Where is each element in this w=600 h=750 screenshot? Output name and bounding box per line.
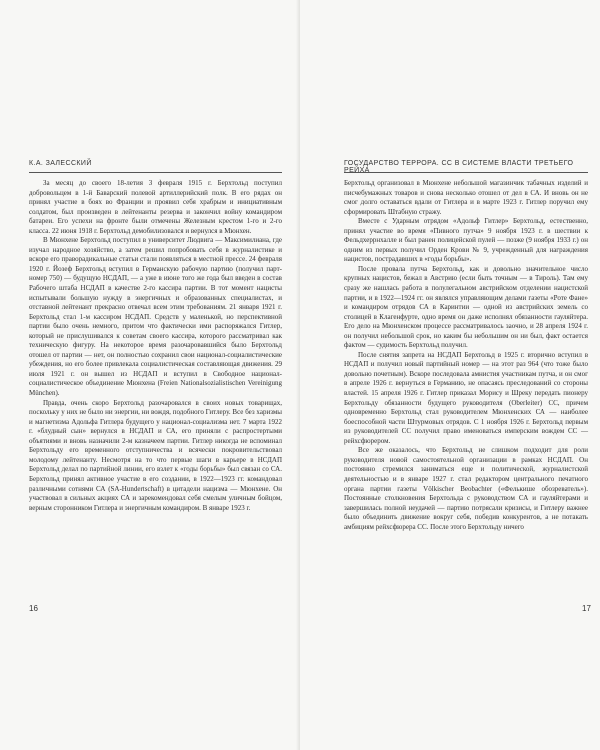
header-rule-left (29, 172, 282, 173)
running-head-left: К.А. ЗАЛЕССКИЙ (29, 160, 92, 167)
page-number-right: 17 (582, 604, 591, 613)
header-rule-right (344, 172, 588, 173)
paragraph: Все же оказалось, что Берхтольд не слишком подходит для роли руководителя новой самостоятельной организации в рамках НСДАП. Он постоянно стремился заниматься еще и политической, журналистской деятельностью и в январе 1927 г. стал редактором центрального печатного органа партии газеты Völkischer Beobachter («Фелькише обозреватель»). Постоянные столкновения Берхтольда с руководством СА и гауляйтерами и завершилась полной неудачей — партию потрясали кризисы, и Гитлеру важнее было объединить движение вокруг себя, победив конкурентов, а не потакать амбициям рейхсфюрера СС. После этого Берхтольду ничего (344, 446, 588, 531)
paragraph: После провала путча Берхтольд, как и довольно значительное число крупных нацистов, бежал в Австрию (если быть точным — в Тироль). Там ему сразу же нашлась работа в полулегальном австрийском отделении нацистской партии, и в 1922—1924 гг. он являлся управляющим делами газеты «Роте Фане» и командиром отрядов СА в Каринтии — одной из австрийских земель со столицей в Клагенфурте, одно время он даже исполнял обязанности гауляйтера. Его дело на Мюнхенском процессе рассматривалось заочно, и 28 апреля 1924 г. он получил небольшой срок, но каким бы небольшим он ни был, факт остается фактом — судимость Берхтольд получил. (344, 264, 588, 350)
paragraph: В Мюнхене Берхтольд поступил в университет Людвига — Максимилиана, где изучал народное хозяйство, а затем решил попробовать себя в журналистике и вскоре его праворадикальные статьи стали появляться в местной прессе. 24 февраля 1920 г. Йозеф Берхтольд вступил в Германскую рабочую партию (получил парт-номер 750) — будущую НСДАП, — а уже в июне того же года был введен в состав Рабочего штаба НСДАП в качестве 2-го кассира партии. В тот момент нацисты испытывали большую нужду в энергичных и образованных специалистах, и отставной лейтенант прекрасно отвечал всем этим требованиям. 21 января 1921 г. Берхтольд стал 1-м кассиром НСДАП. Средств у маленькой, но перспективной партии было очень немного, притом что фактически ими распоряжался Гитлер, который не прислушивался к советам своего кассира, которого рассматривал как техническую фигуру. На некоторое время разочаровавшийся было Берхтольд отошел от партии — нет, он полностью сохранил свои национал-социалистические убеждения, но его более привлекала социалистическая составляющая движения. 29 июля 1921 г. он вышел из НСДАП и вступил в Свободное национал-социалистическое объединение Мюнхена (Freien Nationalsozialistischen Vereinigung München). (29, 236, 282, 398)
paragraph: После снятия запрета на НСДАП Берхтольд в 1925 г. вторично вступил в НСДАП и получил новый партийный номер — на этот раз 964 (что тоже было довольно почетным). Вскоре последовала амнистия участникам путча, и он смог в апреле 1926 г. вернуться в Германию, не опасаясь преследований со стороны властей. 15 апреля 1926 г. Гитлер приказал Морису и Шреку передать пионеру Берхтольду обязанности будущего руководителя (Oberleiter) СС, причем одновременно Берхтольд стал руководителем Мюнхенских СА — наиболее боеспособной части Штурмовых отрядов. С 1 ноября 1926 г. Берхтольд первым из руководителей СС получил право именоваться имперским вождем СС — рейхсфюрером. (344, 350, 588, 445)
paragraph: Вместе с Ударным отрядом «Адольф Гитлер» Берхтольд, естественно, принял участие во время «Пивного путча» 9 ноября 1923 г. в шествии к Фельдхеррнхалле и был ранен полицейской пулей — позже (9 ноября 1933 г.) он одним из первых получил Орден Крови № 9, учрежденный для награждения нацистов, пострадавших в «годы борьбы». (344, 217, 588, 264)
paragraph: За месяц до своего 18-летия 3 февраля 1915 г. Берхтольд поступил добровольцем в 1-й Баварский полевой артиллерийский полк. В его рядах он принял участие в боях во Франции и проявил себя храбрым и инициативным солдатом, был произведен в лейтенанты резерва и закончил войну командиром батареи. Его успехи на фронте были отмечены Железным крестом 1-го и 2-го класса. 22 июня 1918 г. Берхтольд демобилизовался и вернулся в Мюнхен. (29, 179, 282, 235)
right-page (300, 0, 600, 750)
paragraph: Правда, очень скоро Берхтольд разочаровался в своих новых товарищах, поскольку у них не было ни энергии, ни вождя, подобного Гитлеру. Все без харизмы и магнетизма Адольфа Гитлера будущего у национал-социализма нет. 7 марта 1922 г. «блудный сын» вернулся в НСДАП и СА, его приняли с распростертыми объятиями и вновь назначили 2-м казначеем партии. Гитлер никогда не вспоминал Берхтольду его временного отступничества и всячески покровительствовал молодому лейтенанту. Несмотря на то что первые шаги в карьере в НСДАП Берхтольд делал по партийной линии, его взлет к «годы борьбы» был связан со СА. Берхтольд принял активное участие в его создании, в 1922—1923 гг. командовал различными сотнями СА (SA-Hundertschaft) в цитадели нацизма — Мюнхене. Он участвовал в сильных акциях СА и зарекомендовал себя смелым уличным бойцом, верным сторонником Гитлера и энергичным командиром. В январе 1923 г. (29, 398, 282, 512)
page-number-left: 16 (29, 604, 38, 613)
left-page-body (29, 179, 282, 513)
running-head-right: ГОСУДАРСТВО ТЕРРОРА. СС В СИСТЕМЕ ВЛАСТИ ТРЕТЬЕГО РЕЙХА (344, 160, 574, 174)
right-page-body (344, 179, 588, 532)
paragraph: Берхтольд организовал в Мюнхене небольшой магазинчик табачных изделий и писчебумажных товаров и снова несколько отошел от дел в СА. И вновь он не смог долго оставаться вдали от Гитлера и в марте 1923 г. Гитлер поручил ему сформировать Штабную стражу. (344, 179, 588, 216)
